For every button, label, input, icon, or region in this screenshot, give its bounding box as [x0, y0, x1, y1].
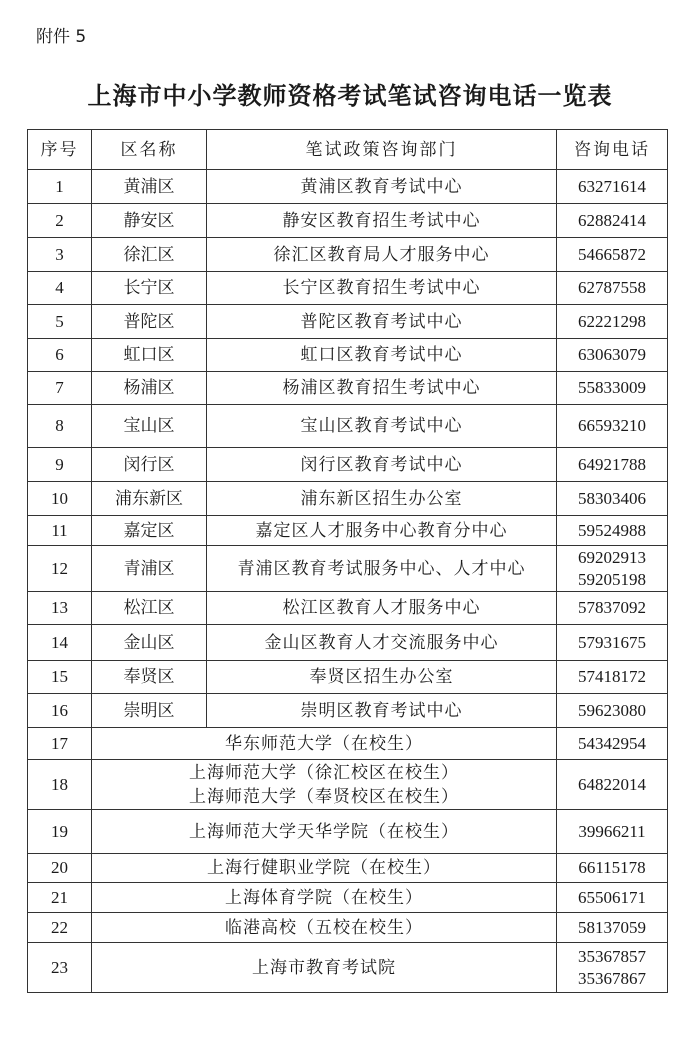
phone-number: 62221298 — [578, 311, 646, 331]
phone-number: 64822014 — [578, 774, 646, 794]
cell-seq: 16 — [28, 694, 92, 728]
cell-dept — [207, 482, 557, 516]
attachment-label: 附件 5 — [36, 27, 87, 47]
phone-number: 55833009 — [578, 378, 646, 397]
table-row — [28, 204, 668, 238]
dept-line: 杨浦区教育招生考试中心 — [282, 378, 481, 398]
cell-dept — [207, 516, 557, 546]
dept-line: 黄浦区教育考试中心 — [300, 176, 463, 197]
table-row — [28, 854, 668, 883]
cell-district: 杨浦区 — [92, 372, 207, 405]
cell-phone — [557, 238, 668, 272]
table-row — [28, 516, 668, 546]
cell-district: 青浦区 — [92, 546, 207, 592]
cell-seq: 23 — [28, 943, 92, 993]
cell-district: 奉贤区 — [92, 661, 207, 694]
cell-district: 浦东新区 — [92, 482, 207, 516]
cell-dept — [92, 854, 557, 883]
cell-dept — [92, 913, 557, 943]
table-row — [28, 372, 668, 405]
cell-seq: 18 — [28, 760, 92, 810]
phone-number: 66593210 — [578, 416, 646, 435]
phone-number: 59205198 — [578, 569, 646, 589]
cell-district: 虹口区 — [92, 339, 207, 372]
dept-line: 徐汇区教育局人才服务中心 — [273, 244, 490, 265]
cell-district: 长宁区 — [92, 272, 207, 305]
phone-number: 35367857 — [578, 946, 646, 966]
dept-line: 青浦区教育考试服务中心、人才中心 — [237, 558, 526, 579]
cell-dept — [92, 728, 557, 760]
cell-dept — [207, 170, 557, 204]
table-header-row — [28, 130, 668, 170]
cell-district: 闵行区 — [92, 448, 207, 482]
cell-phone — [557, 694, 668, 728]
cell-dept — [207, 238, 557, 272]
dept-line: 宝山区教育考试中心 — [300, 416, 463, 436]
cell-seq: 6 — [28, 339, 92, 372]
cell-phone — [557, 305, 668, 339]
cell-seq: 7 — [28, 372, 92, 405]
table-row — [28, 482, 668, 516]
cell-phone — [557, 913, 668, 943]
table-body — [28, 170, 668, 993]
phone-number: 66115178 — [578, 858, 646, 877]
table-row — [28, 913, 668, 943]
table-row — [28, 405, 668, 448]
phone-number: 57837092 — [578, 598, 646, 617]
table-row — [28, 883, 668, 913]
cell-phone — [557, 339, 668, 372]
cell-seq: 15 — [28, 661, 92, 694]
dept-line: 嘉定区人才服务中心教育分中心 — [255, 520, 508, 541]
dept-line: 浦东新区招生办公室 — [300, 488, 463, 509]
cell-dept — [207, 546, 557, 592]
cell-dept — [207, 372, 557, 405]
phone-number: 35367867 — [578, 968, 646, 988]
cell-phone — [557, 272, 668, 305]
cell-dept — [92, 810, 557, 854]
cell-district: 黄浦区 — [92, 170, 207, 204]
phone-number: 57931675 — [578, 632, 646, 652]
cell-district: 宝山区 — [92, 405, 207, 448]
phone-number: 58303406 — [578, 488, 646, 508]
cell-phone — [557, 405, 668, 448]
phone-number: 59524988 — [578, 520, 646, 540]
cell-seq: 10 — [28, 482, 92, 516]
cell-seq: 9 — [28, 448, 92, 482]
phone-number: 62882414 — [578, 210, 646, 230]
cell-seq: 1 — [28, 170, 92, 204]
cell-phone — [557, 728, 668, 760]
dept-line: 上海体育学院（在校生） — [225, 887, 423, 908]
cell-seq: 4 — [28, 272, 92, 305]
cell-phone — [557, 372, 668, 405]
cell-phone — [557, 170, 668, 204]
cell-phone — [557, 546, 668, 592]
cell-seq: 5 — [28, 305, 92, 339]
table-row — [28, 625, 668, 661]
dept-line: 华东师范大学（在校生） — [225, 733, 423, 754]
cell-seq: 8 — [28, 405, 92, 448]
cell-phone — [557, 854, 668, 883]
cell-dept — [207, 592, 557, 625]
cell-dept — [207, 625, 557, 661]
table-row — [28, 546, 668, 592]
dept-line: 闵行区教育考试中心 — [300, 454, 463, 475]
dept-line: 虹口区教育考试中心 — [300, 345, 463, 365]
cell-district: 崇明区 — [92, 694, 207, 728]
header-district: 区名称 — [92, 130, 207, 170]
phone-number: 59623080 — [578, 700, 646, 720]
table-row — [28, 728, 668, 760]
cell-dept — [92, 943, 557, 993]
cell-dept — [92, 760, 557, 810]
table-row — [28, 170, 668, 204]
dept-line: 上海市教育考试院 — [252, 957, 396, 978]
phone-number: 63271614 — [578, 176, 646, 196]
cell-seq: 11 — [28, 516, 92, 546]
cell-phone — [557, 592, 668, 625]
cell-district: 普陀区 — [92, 305, 207, 339]
table-row — [28, 448, 668, 482]
cell-district: 金山区 — [92, 625, 207, 661]
table-row — [28, 810, 668, 854]
cell-phone — [557, 810, 668, 854]
cell-seq: 21 — [28, 883, 92, 913]
cell-dept — [207, 339, 557, 372]
table-row — [28, 238, 668, 272]
dept-line: 奉贤区招生办公室 — [309, 667, 454, 687]
page-title: 上海市中小学教师资格考试笔试咨询电话一览表 — [87, 82, 613, 110]
cell-phone — [557, 482, 668, 516]
cell-dept — [207, 448, 557, 482]
cell-phone — [557, 204, 668, 238]
dept-line: 普陀区教育考试中心 — [300, 311, 463, 332]
dept-line: 松江区教育人才服务中心 — [282, 598, 481, 618]
header-dept: 笔试政策咨询部门 — [207, 130, 557, 170]
header-phone: 咨询电话 — [557, 130, 668, 170]
table-row — [28, 760, 668, 810]
dept-line: 上海师范大学（徐汇校区在校生） — [189, 762, 459, 783]
cell-seq: 2 — [28, 204, 92, 238]
cell-seq: 17 — [28, 728, 92, 760]
cell-dept — [207, 305, 557, 339]
phone-number: 65506171 — [578, 887, 646, 907]
cell-phone — [557, 760, 668, 810]
cell-seq: 13 — [28, 592, 92, 625]
dept-line: 长宁区教育招生考试中心 — [282, 278, 481, 298]
cell-district: 徐汇区 — [92, 238, 207, 272]
header-seq: 序号 — [28, 130, 92, 170]
phone-number: 58137059 — [578, 917, 646, 937]
phone-number: 54342954 — [578, 733, 646, 753]
contact-table — [27, 129, 668, 993]
cell-dept — [207, 661, 557, 694]
cell-seq: 19 — [28, 810, 92, 854]
table-row — [28, 339, 668, 372]
cell-district: 静安区 — [92, 204, 207, 238]
cell-dept — [207, 272, 557, 305]
table-row — [28, 943, 668, 993]
cell-seq: 3 — [28, 238, 92, 272]
dept-line: 静安区教育招生考试中心 — [282, 210, 481, 231]
dept-line: 上海师范大学天华学院（在校生） — [189, 821, 459, 842]
table-row — [28, 592, 668, 625]
cell-seq: 12 — [28, 546, 92, 592]
phone-number: 64921788 — [578, 454, 646, 474]
cell-phone — [557, 943, 668, 993]
table-row — [28, 272, 668, 305]
dept-line: 上海师范大学（奉贤校区在校生） — [189, 786, 459, 807]
cell-dept — [207, 204, 557, 238]
table-row — [28, 305, 668, 339]
cell-seq: 14 — [28, 625, 92, 661]
table-row — [28, 661, 668, 694]
cell-phone — [557, 448, 668, 482]
phone-number: 62787558 — [578, 278, 646, 297]
cell-dept — [207, 694, 557, 728]
phone-number: 69202913 — [578, 547, 646, 567]
dept-line: 崇明区教育考试中心 — [300, 700, 463, 721]
cell-dept — [92, 883, 557, 913]
dept-line: 金山区教育人才交流服务中心 — [264, 632, 499, 653]
table-row — [28, 694, 668, 728]
dept-line: 临港高校（五校在校生） — [225, 917, 423, 938]
cell-seq: 20 — [28, 854, 92, 883]
cell-phone — [557, 516, 668, 546]
cell-phone — [557, 883, 668, 913]
cell-phone — [557, 661, 668, 694]
cell-district: 嘉定区 — [92, 516, 207, 546]
cell-phone — [557, 625, 668, 661]
cell-district: 松江区 — [92, 592, 207, 625]
phone-number: 63063079 — [578, 345, 646, 364]
phone-number: 39966211 — [578, 821, 646, 841]
cell-dept — [207, 405, 557, 448]
cell-seq: 22 — [28, 913, 92, 943]
dept-line: 上海行健职业学院（在校生） — [207, 858, 441, 878]
phone-number: 54665872 — [578, 244, 646, 264]
phone-number: 57418172 — [578, 667, 646, 686]
